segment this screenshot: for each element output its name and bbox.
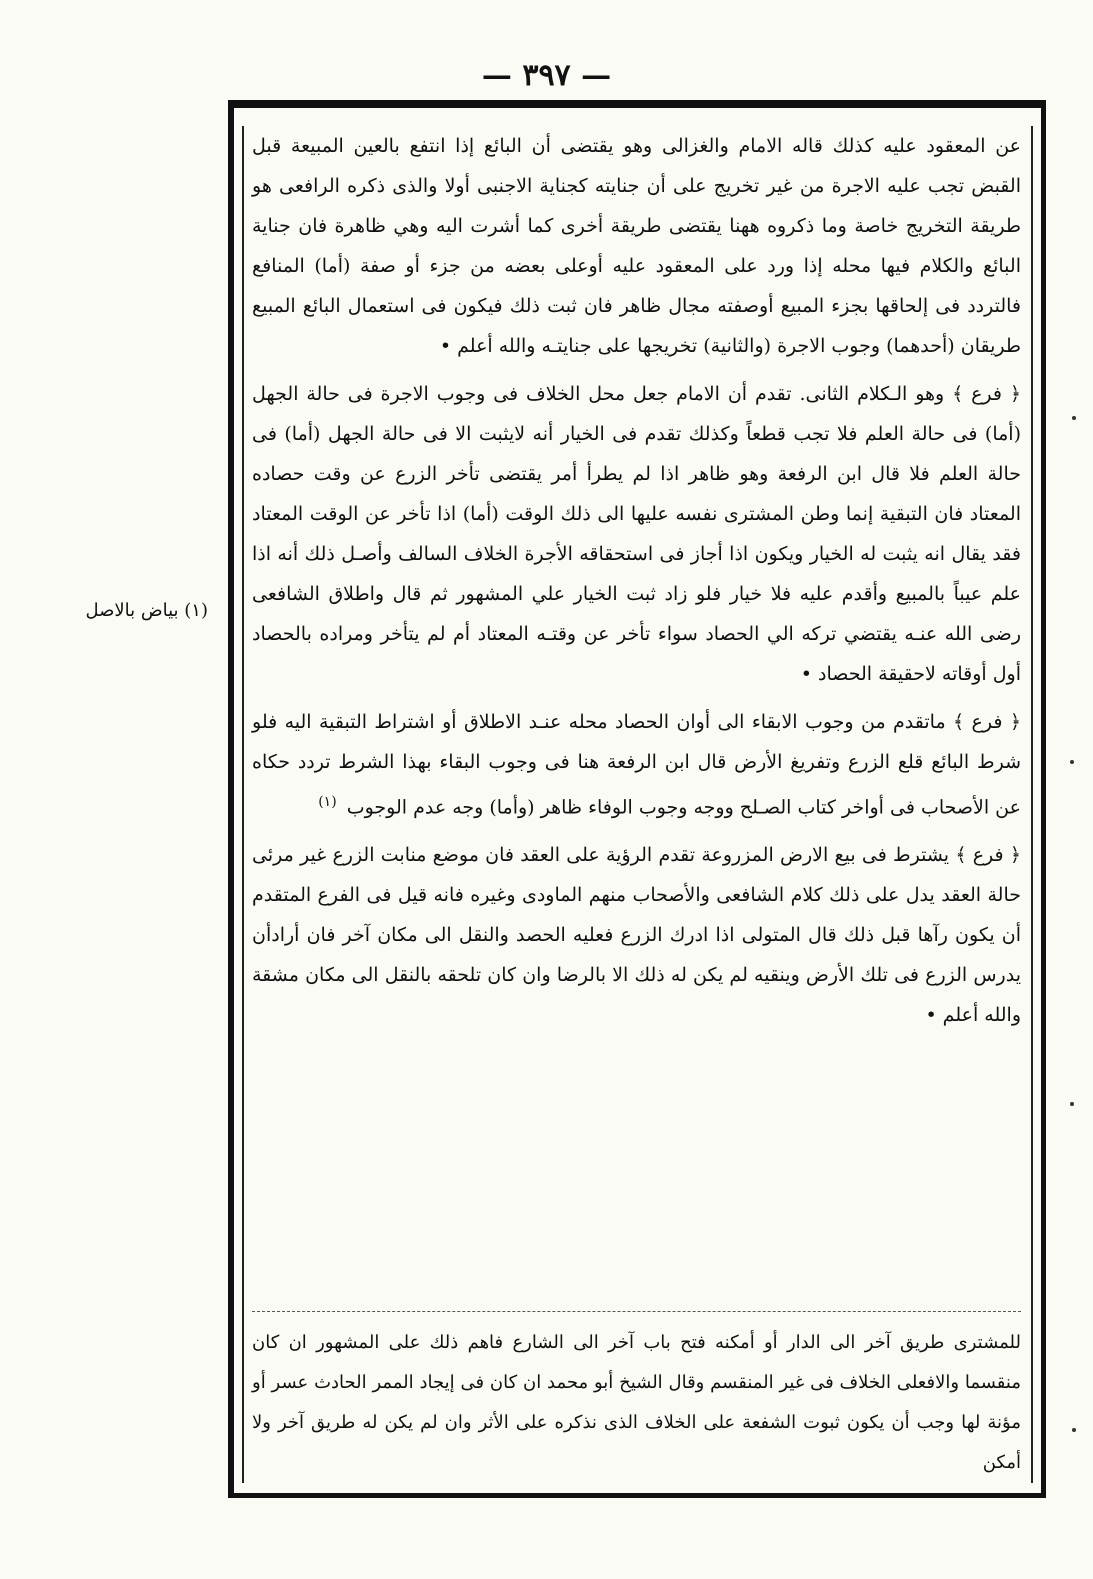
text-frame — [228, 100, 1046, 1498]
paragraph: ﴿ فرع ﴾ يشترط فى بيع الارض المزروعة تقدم الرؤية على العقد فان موضع منابت الزرع غير مرئى حالة العقد يدل على ذلك كلام الشافعى والأصحاب منهم الماودى وغيره فانه قيل فى الفرع المتقدم أن يكون رآها قبل ذلك قال المتولى اذا ادرك الزرع فعليه الحصد والنقل الى مكان آخر فان أرادأن يدرس الزرع فى تلك الأرض وينقيه لم يكن له ذلك الا بالرضا وان كان تلحقه بالنقل الى مكان مشقة والله أعلم • — [252, 844, 1021, 1027]
paragraph-text: ﴿ فرع ﴾ ماتقدم من وجوب الابقاء الى أوان الحصاد محله عنـد الاطلاق أو اشتراط التبقية اليه فلو شرط البائع قلع الزرع وتفريغ الأرض قال ابن الرفعة هنا فى وجوب البقاء بهذا الشرط تردد حكاه عن الأصحاب فى أواخر كتاب الصـلح ووجه وجوب الوفاء ظاهر (وأما) وجه عدم الوجوب — [252, 711, 1021, 819]
scan-speck — [1070, 760, 1074, 764]
paragraph: عن المعقود عليه كذلك قاله الامام والغزالى وهو يقتضى أن البائع إذا انتفع بالعين المبيعة قبل القبض تجب عليه الاجرة من غير تخريج على أن جنايته كجناية الاجنبى أولا والذى ذكره الرافعى هو طريقة التخريج خاصة وما ذكروه ههنا يقتضى طريقة أخرى كما أشرت اليه وهي ظاهرة فان جناية البائع والكلام فيها محله إذا ورد على المعقود عليه أوعلى بعضه من جزء أو صفة (أما) المنافع فالتردد فى إلحاقها بجزء المبيع أوصفته مجال ظاهر فان ثبت ذلك فيكون فى استعمال البائع المبيع طريقان (أحدهما) وجوب الاجرة (والثانية) تخريجها على جنايتـه والله أعلم • — [252, 135, 1021, 357]
footer-text: للمشترى طريق آخر الى الدار أو أمكنه فتح باب آخر الى الشارع فاهم ذلك على المشهور ان كان منقسما والافعلى الخلاف فى غير المنقسم وقال الشيخ أبو محمد ان كان فى إيجاد الممر الحادث عسر أو مؤنة لها وجب أن يكون ثبوت الشفعة على الخلاف الذى نذكره على الأثر وان لم يكن له طريق آخر ولا أمكن — [252, 1332, 1021, 1473]
main-text — [252, 126, 1021, 1043]
scan-speck — [1072, 416, 1076, 420]
footnote-separator — [252, 1311, 1021, 1312]
paragraph — [252, 702, 1021, 827]
inner-left-rule — [242, 126, 244, 1483]
paragraph: ﴿ فرع ﴾ وهو الـكلام الثانى. تقدم أن الامام جعل محل الخلاف فى وجوب الاجرة فى حالة الجهل (أما) فى حالة العلم فلا تجب قطعاً وكذلك تقدم فى الخيار أنه لايثبت الا فى حالة الجهل (أما) فى حالة العلم فلا قال ابن الرفعة وهو ظاهر اذا لم يطرأ أمر يقتضى تأخر الزرع عن وقت حصاده المعتاد فان التبقية إنما وطن المشترى نفسه عليها الى ذلك الوقت (أما) اذا تأخر عن الوقت المعتاد فقد يقال انه يثبت له الخيار ويكون اذا أجاز فى استحقاقه الأجرة الخلاف السالف وأصـل ذلك أنه اذا علم عيباً بالمبيع وأقدم عليه فلا خيار فلو زاد ثبت الخيار علي المشهور ثم قال واطلاق الشافعى رضى الله عنـه يقتضي تركه الي الحصاد سواء تأخر عن وقتـه المعتاد أم لم يتأخر ومراده بالحصاد أول أوقاته لاحقيقة الحصاد • — [252, 383, 1021, 685]
page-number: — ٣٩٧ — — [481, 58, 612, 93]
margin-note: (١) بياض بالاصل — [85, 600, 208, 621]
inner-right-rule — [1031, 126, 1033, 1483]
scan-speck — [1072, 1428, 1076, 1432]
footnote-marker: (١) — [318, 794, 337, 810]
scan-speck — [1070, 1102, 1074, 1106]
